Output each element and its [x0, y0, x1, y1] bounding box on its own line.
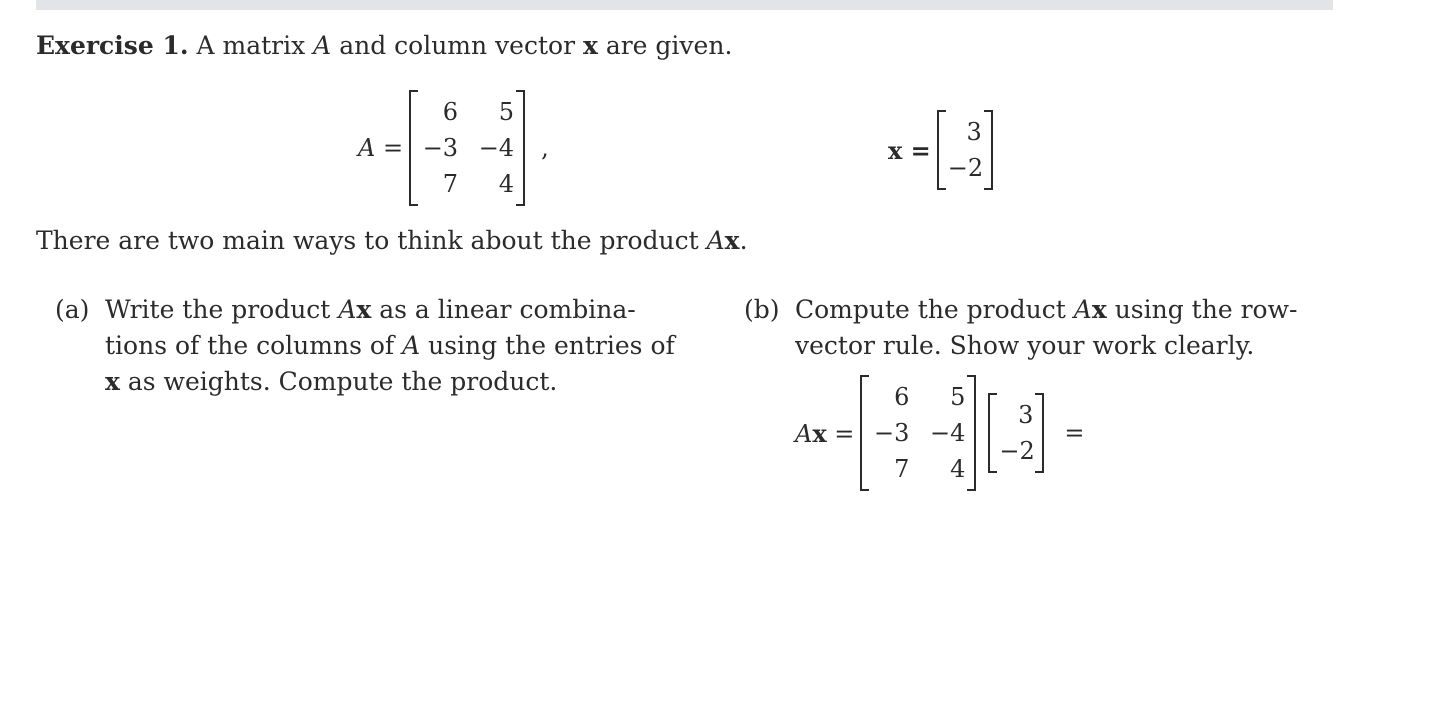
matrix-cell: 5 — [498, 98, 515, 126]
matrix-A-equation — [358, 90, 549, 206]
right-bracket — [516, 90, 525, 206]
vector-x — [937, 110, 993, 190]
matrix-cell: 5 — [950, 383, 966, 411]
text: using the entries of — [428, 331, 675, 360]
left-bracket — [860, 375, 869, 491]
vector-cell: −2 — [947, 154, 984, 182]
matrix-cell: −4 — [478, 134, 515, 162]
matrix-cell: 7 — [442, 170, 459, 198]
exercise-header — [36, 28, 732, 64]
statement-A: A — [706, 226, 725, 255]
symbol-A: A — [795, 419, 813, 448]
part-b-equation — [795, 375, 1085, 491]
intro-vector-symbol: x — [582, 31, 598, 60]
part-b-vector — [988, 393, 1044, 473]
part-b-matrix — [860, 375, 976, 491]
top-divider-bar — [36, 0, 1333, 10]
symbol-A: A — [338, 295, 357, 324]
vector-cell: −2 — [999, 437, 1035, 465]
statement-text: There are two main ways to think about the product — [36, 226, 699, 255]
matrix-cell: 7 — [894, 455, 910, 483]
vector-cell: 3 — [966, 118, 982, 146]
part-b — [744, 292, 1344, 372]
right-bracket — [984, 110, 993, 190]
intro-text-post: are given. — [605, 31, 733, 60]
matrix-cell: −4 — [930, 419, 966, 447]
right-bracket — [967, 375, 976, 491]
part-b-line-1 — [795, 292, 1297, 328]
text: Compute the product — [795, 295, 1066, 324]
part-a-line-2 — [105, 328, 675, 364]
statement-period: . — [739, 226, 748, 255]
vector-x-equation — [888, 110, 999, 190]
equals-sign: = — [834, 419, 855, 448]
intro-text-mid: and column vector — [339, 31, 576, 60]
right-bracket — [1035, 393, 1044, 473]
part-b-matrix-grid — [869, 375, 967, 491]
matrix-cell: 4 — [498, 170, 515, 198]
exercise-label: Exercise 1. — [36, 31, 189, 60]
part-a-marker: (a) — [55, 295, 90, 324]
symbol-x: x — [356, 295, 372, 324]
part-b-text — [795, 292, 1297, 364]
part-b-line-2: vector rule. Show your work clearly. — [795, 331, 1255, 360]
matrix-A — [409, 90, 525, 206]
text: using the row- — [1114, 295, 1298, 324]
symbol-A: A — [402, 331, 421, 360]
intro-matrix-symbol: A — [313, 31, 332, 60]
part-a-line-3 — [105, 364, 675, 400]
vector-cell: 3 — [1018, 401, 1034, 429]
part-b-trailing-equals: = — [1064, 419, 1085, 447]
symbol-x: x — [812, 418, 827, 448]
matrix-cell: 6 — [442, 98, 459, 126]
text: as a linear combina- — [379, 295, 636, 324]
matrix-A-grid — [418, 90, 516, 206]
product-statement — [36, 223, 748, 259]
symbol-x: x — [105, 367, 120, 396]
text: as weights. Compute the product. — [127, 367, 558, 396]
vector-x-label: x = — [888, 135, 931, 165]
part-b-marker: (b) — [744, 295, 780, 324]
part-a-text — [105, 292, 675, 400]
left-bracket — [937, 110, 946, 190]
left-bracket — [988, 393, 997, 473]
part-b-eq-label — [795, 419, 854, 448]
matrix-cell: −3 — [422, 134, 459, 162]
symbol-x: x — [1091, 295, 1107, 324]
matrix-cell: −3 — [874, 419, 910, 447]
part-a — [55, 292, 675, 402]
matrix-A-comma: , — [541, 134, 549, 162]
text: tions of the columns of — [105, 331, 395, 360]
part-a-line-1 — [105, 292, 675, 328]
part-b-vector-grid — [997, 393, 1035, 473]
symbol-A: A — [1073, 295, 1092, 324]
left-bracket — [409, 90, 418, 206]
statement-x: x — [724, 226, 740, 255]
matrix-cell: 6 — [894, 383, 910, 411]
matrix-cell: 4 — [950, 455, 966, 483]
matrix-A-label: A = — [358, 134, 404, 162]
text: Write the product — [105, 295, 331, 324]
vector-x-grid — [946, 110, 984, 190]
intro-text-pre: A matrix — [196, 31, 306, 60]
